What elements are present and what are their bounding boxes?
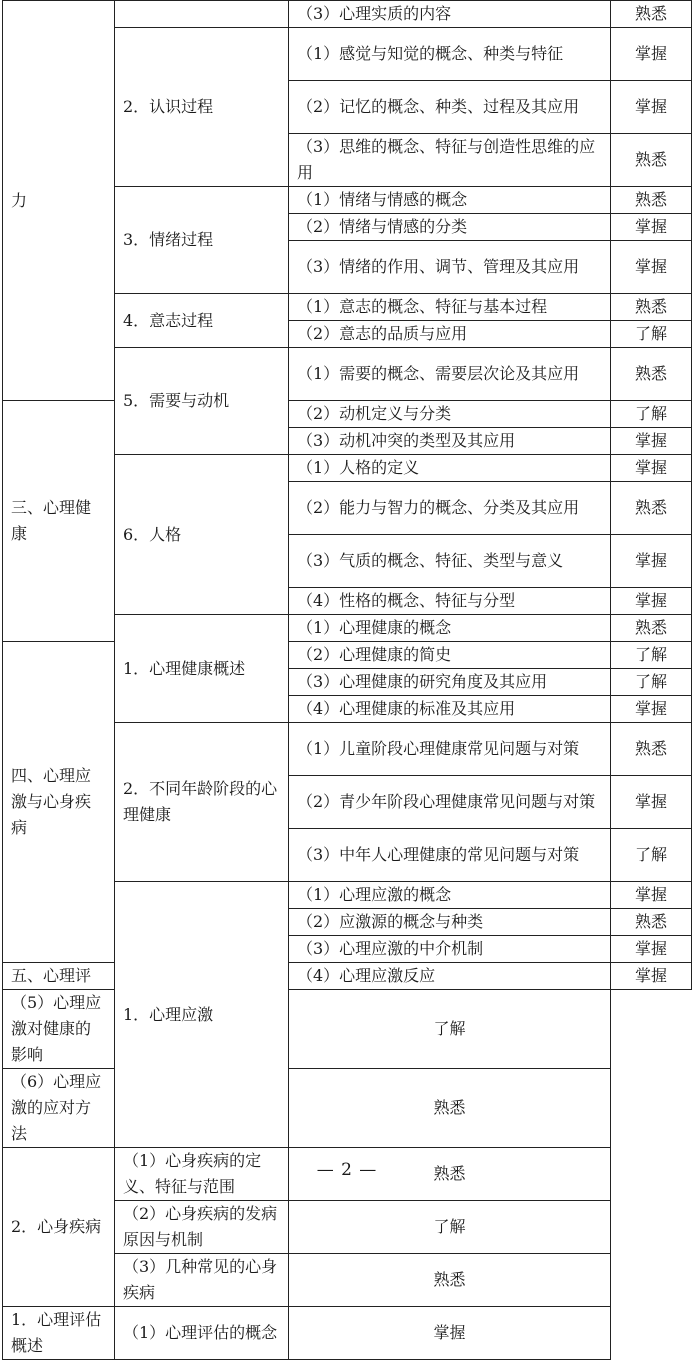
content-cell: （1）意志的概念、特征与基本过程 xyxy=(289,294,611,321)
level-cell: 掌握 xyxy=(611,963,692,990)
level-cell: 熟悉 xyxy=(611,134,692,187)
content-cell: （2）动机定义与分类 xyxy=(289,401,611,428)
level-cell: 熟悉 xyxy=(611,482,692,535)
level-cell: 掌握 xyxy=(611,776,692,829)
content-cell: （1）需要的概念、需要层次论及其应用 xyxy=(289,348,611,401)
content-cell: （1）情绪与情感的概念 xyxy=(289,187,611,214)
content-cell: （2）意志的品质与应用 xyxy=(289,321,611,348)
content-cell: （2）应激源的概念与种类 xyxy=(289,909,611,936)
unit-cell: 三、心理健康 xyxy=(3,401,115,642)
content-cell: （6）心理应激的应对方法 xyxy=(3,1069,115,1148)
content-cell: （1）儿童阶段心理健康常见问题与对策 xyxy=(289,723,611,776)
table-row xyxy=(3,1,692,28)
content-cell: （4）性格的概念、特征与分型 xyxy=(289,588,611,615)
topic-cell: 2．心身疾病 xyxy=(3,1148,115,1307)
level-cell: 掌握 xyxy=(611,882,692,909)
topic-cell: 3．情绪过程 xyxy=(115,187,289,294)
content-cell: （3）中年人心理健康的常见问题与对策 xyxy=(289,829,611,882)
level-cell: 了解 xyxy=(611,829,692,882)
level-cell: 了解 xyxy=(611,642,692,669)
topic-cell xyxy=(115,1,289,28)
topic-cell: 4．意志过程 xyxy=(115,294,289,348)
level-cell: 了解 xyxy=(611,669,692,696)
table-row xyxy=(3,1069,692,1148)
topic-cell: 2．不同年龄阶段的心理健康 xyxy=(115,723,289,882)
level-cell: 熟悉 xyxy=(611,294,692,321)
level-cell: 掌握 xyxy=(611,241,692,294)
level-cell: 掌握 xyxy=(611,214,692,241)
content-cell: （3）几种常见的心身疾病 xyxy=(115,1254,289,1307)
content-cell: （1）心理应激的概念 xyxy=(289,882,611,909)
table-row xyxy=(3,1307,692,1360)
topic-cell: 5．需要与动机 xyxy=(115,348,289,455)
content-cell: （2）心理健康的简史 xyxy=(289,642,611,669)
level-cell: 掌握 xyxy=(611,535,692,588)
content-cell: （2）记忆的概念、种类、过程及其应用 xyxy=(289,81,611,134)
unit-cell: 四、心理应激与心身疾病 xyxy=(3,642,115,963)
content-cell: （3）情绪的作用、调节、管理及其应用 xyxy=(289,241,611,294)
table-row xyxy=(3,990,692,1069)
content-cell: （1）人格的定义 xyxy=(289,455,611,482)
unit-cell: 力 xyxy=(3,1,115,401)
level-cell: 了解 xyxy=(289,1201,611,1254)
level-cell: 掌握 xyxy=(289,1307,611,1360)
content-cell: （2）能力与智力的概念、分类及其应用 xyxy=(289,482,611,535)
level-cell: 掌握 xyxy=(611,696,692,723)
table-row xyxy=(3,642,692,669)
level-cell: 熟悉 xyxy=(289,1148,611,1201)
level-cell: 熟悉 xyxy=(611,909,692,936)
content-cell: （2）情绪与情感的分类 xyxy=(289,214,611,241)
content-cell: （1）心理健康的概念 xyxy=(289,615,611,642)
syllabus-table-body xyxy=(3,1,692,1360)
level-cell: 熟悉 xyxy=(611,187,692,214)
content-cell: （2）心身疾病的发病原因与机制 xyxy=(115,1201,289,1254)
content-cell: （3）心理应激的中介机制 xyxy=(289,936,611,963)
content-cell: （3）动机冲突的类型及其应用 xyxy=(289,428,611,455)
content-cell: （1）心身疾病的定义、特征与范围 xyxy=(115,1148,289,1201)
topic-cell: 1．心理健康概述 xyxy=(115,615,289,723)
level-cell: 熟悉 xyxy=(611,723,692,776)
content-cell: （1）感觉与知觉的概念、种类与特征 xyxy=(289,28,611,81)
level-cell: 掌握 xyxy=(611,81,692,134)
content-cell: （4）心理应激反应 xyxy=(289,963,611,990)
level-cell: 熟悉 xyxy=(611,1,692,28)
topic-cell: 1．心理评估概述 xyxy=(3,1307,115,1360)
level-cell: 熟悉 xyxy=(289,1069,611,1148)
level-cell: 掌握 xyxy=(611,455,692,482)
level-cell: 掌握 xyxy=(611,588,692,615)
unit-cell: 五、心理评 xyxy=(3,963,115,990)
level-cell: 熟悉 xyxy=(611,615,692,642)
content-cell: （2）青少年阶段心理健康常见问题与对策 xyxy=(289,776,611,829)
level-cell: 了解 xyxy=(611,321,692,348)
content-cell: （3）心理实质的内容 xyxy=(289,1,611,28)
level-cell: 熟悉 xyxy=(611,348,692,401)
topic-cell: 6．人格 xyxy=(115,455,289,615)
syllabus-table xyxy=(2,0,692,1360)
topic-cell: 2．认识过程 xyxy=(115,28,289,187)
level-cell: 了解 xyxy=(289,990,611,1069)
level-cell: 熟悉 xyxy=(289,1254,611,1307)
table-row xyxy=(3,963,692,990)
topic-cell: 1．心理应激 xyxy=(115,882,289,1148)
content-cell: （3）心理健康的研究角度及其应用 xyxy=(289,669,611,696)
page-number: — 2 — xyxy=(316,1160,378,1180)
content-cell: （1）心理评估的概念 xyxy=(115,1307,289,1360)
level-cell: 掌握 xyxy=(611,936,692,963)
level-cell: 掌握 xyxy=(611,28,692,81)
level-cell: 了解 xyxy=(611,401,692,428)
content-cell: （5）心理应激对健康的影响 xyxy=(3,990,115,1069)
content-cell: （3）思维的概念、特征与创造性思维的应用 xyxy=(289,134,611,187)
content-cell: （4）心理健康的标准及其应用 xyxy=(289,696,611,723)
level-cell: 掌握 xyxy=(611,428,692,455)
content-cell: （3）气质的概念、特征、类型与意义 xyxy=(289,535,611,588)
table-row xyxy=(3,401,692,428)
